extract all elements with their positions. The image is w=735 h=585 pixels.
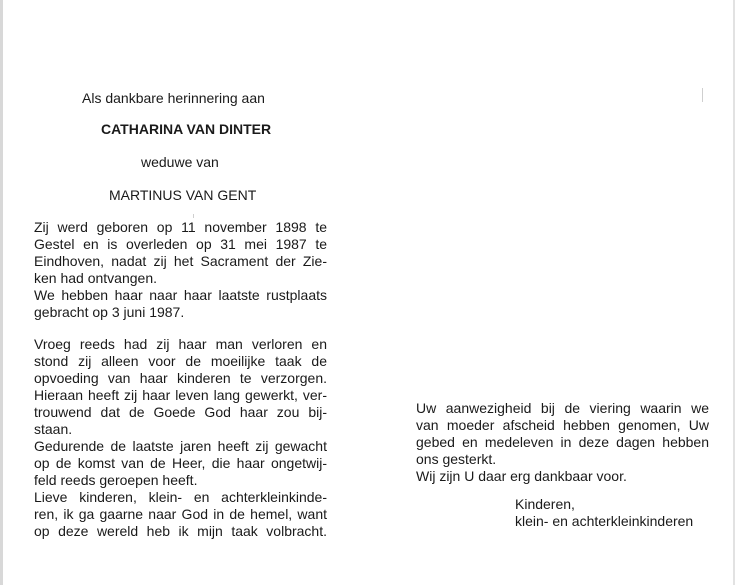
text-line: van moeder afscheid hebben genomen, Uw [416, 417, 709, 433]
text-line: Zij werd geboren op 11 november 1898 te [34, 219, 327, 235]
scan-speck [193, 214, 194, 218]
text-line: gebed en medeleven in deze dagen hebben [416, 434, 709, 450]
text-line: Vroeg reeds had zij haar man verloren en [34, 336, 327, 352]
text-line: gebracht op 3 juni 1987. [34, 304, 185, 320]
text-line: Uw aanwezigheid bij de viering waarin we [416, 400, 709, 416]
text-line: ken had ontvangen. [34, 270, 157, 286]
text-line: op deze wereld heb ik mijn taak volbracht. [34, 523, 327, 539]
text-line: op de komst van de Heer, die haar ongetwij- [34, 455, 327, 471]
text-line: opvoeding van haar kinderen te verzorgen. [34, 370, 327, 386]
deceased-name: CATHARINA VAN DINTER [101, 121, 272, 137]
text-line: feld reeds geroepen heeft. [34, 472, 198, 488]
text-line: Hieraan heeft zij haar leven lang gewerkt, ver- [34, 387, 327, 403]
signature-line: klein- en achterkleinkinderen [515, 513, 694, 529]
signature-line: Kinderen, [515, 496, 575, 512]
text-line: stond zij alleen voor de moeilijke taak de [34, 353, 327, 369]
text-line: Gedurende de laatste jaren heeft zij gewacht [34, 438, 327, 454]
text-line: Wij zijn U daar erg dankbaar voor. [416, 468, 627, 484]
text-line: Gestel en is overleden op 31 mei 1987 te [34, 236, 327, 252]
text-line: Eindhoven, nadat zij het Sacrament der Zie- [34, 253, 327, 269]
text-line: ren, ik ga gaarne naar God in de hemel, want [34, 506, 327, 522]
scan-speck [702, 88, 703, 102]
text-line: trouwend dat de Goede God haar zou bij- [34, 404, 327, 420]
text-line: ons gesterkt. [416, 451, 497, 467]
spouse-name: MARTINUS VAN GENT [109, 187, 257, 203]
text-line: Lieve kinderen, klein- en achterkleinkinde- [34, 489, 327, 505]
relation-line: weduwe van [141, 154, 219, 170]
text-line: staan. [34, 421, 73, 437]
text-line: We hebben haar naar haar laatste rustplaats [34, 287, 327, 303]
intro-line: Als dankbare herinnering aan [82, 90, 265, 106]
